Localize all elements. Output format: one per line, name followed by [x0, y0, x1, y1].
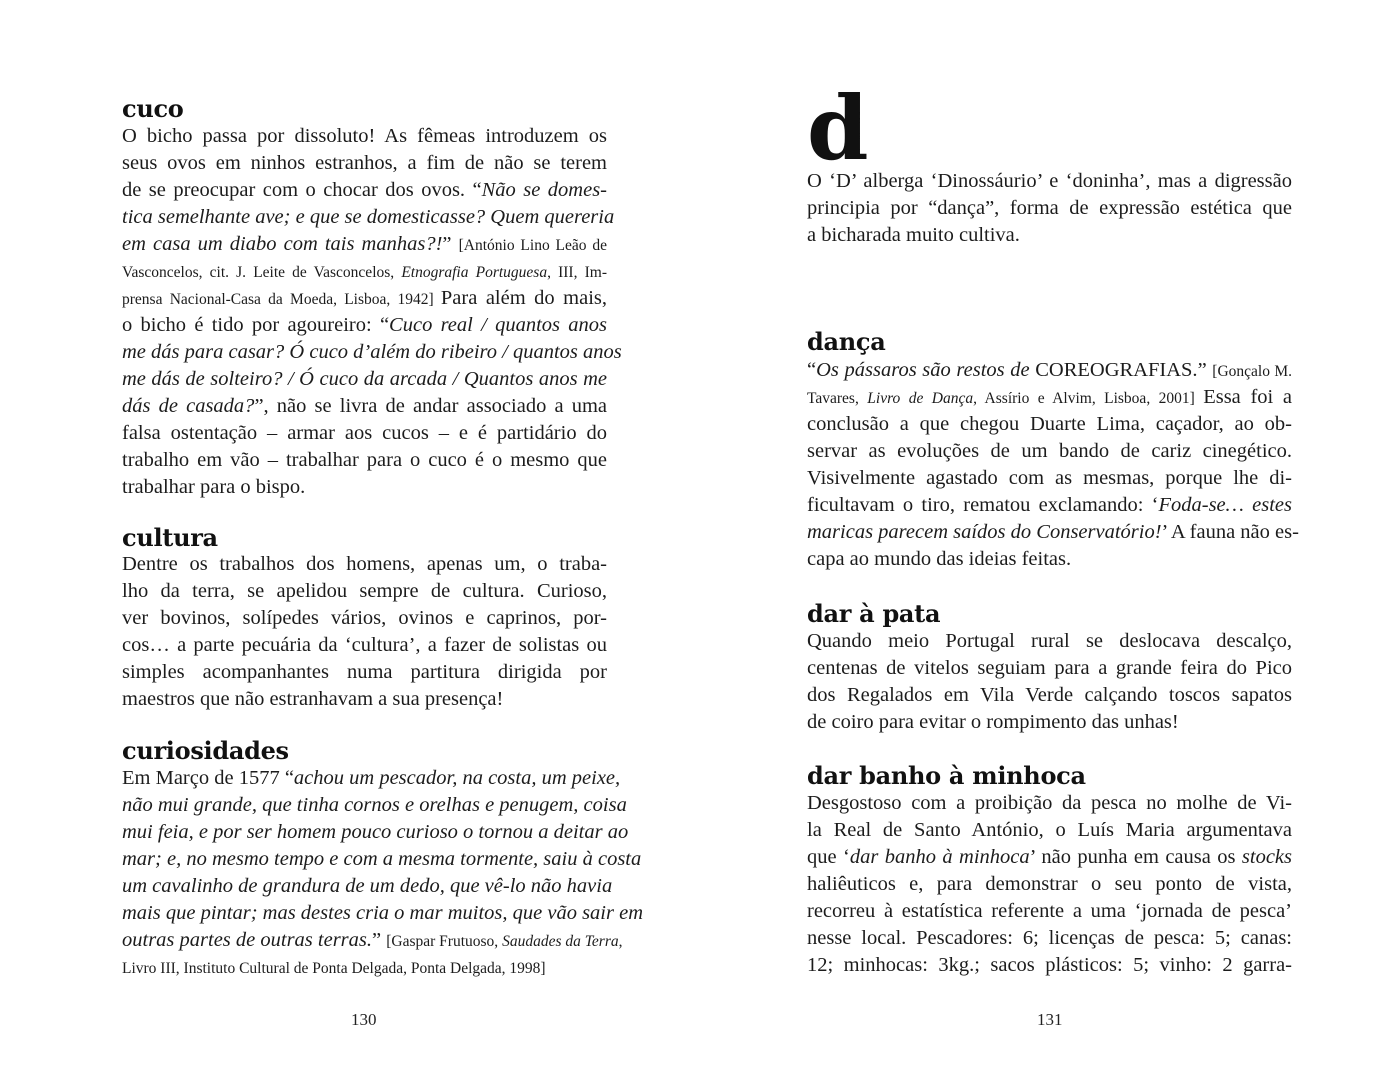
text-run: capa ao mundo das ideias feitas. [807, 548, 1072, 570]
text-line [122, 632, 607, 659]
text-run: principia por “dança”, forma de expressão estética que [807, 197, 1292, 219]
text-run: ” [442, 233, 459, 255]
text-run: [Gonçalo M. [1212, 363, 1293, 380]
text-line [807, 384, 1292, 411]
text-run: prensa Nacional-Casa da Moeda, Lisboa, 1942] [122, 291, 441, 308]
text-line [122, 819, 629, 846]
text-run: nesse local. Pescadores: 6; licenças de pesca: 5; canas: [807, 927, 1292, 949]
text-line [122, 551, 607, 578]
text-line [807, 709, 1292, 736]
text-run: mar; e, no mesmo tempo e com a mesma tormente, saiu à costa [122, 848, 642, 870]
headword-danca: dança [807, 327, 886, 356]
text-run: a bicharada muito cultiva. [807, 224, 1020, 246]
text-run: , [618, 933, 623, 950]
text-run: me dás para casar? Ó cuco d’além do ribeiro / quantos anos [122, 341, 622, 363]
text-line [122, 474, 607, 501]
text-line [122, 447, 607, 474]
text-run: Saudades da Terra [502, 933, 619, 950]
text-line [122, 393, 607, 420]
text-line [807, 628, 1292, 655]
text-line [807, 411, 1292, 438]
text-run: mui feia, e por ser homem pouco curioso o tornou a deitar ao [122, 821, 629, 843]
text-run: maricas parecem saídos do Conservatório! [807, 521, 1162, 543]
text-line [807, 438, 1292, 465]
text-run: falsa ostentação – armar aos cucos – e é partidário do [122, 422, 607, 444]
text-run: ’ A fauna não es- [1161, 521, 1299, 543]
section-letter: d [807, 76, 869, 180]
text-line [122, 258, 607, 285]
text-run: Não se domes- [481, 179, 607, 201]
text-line [807, 519, 1299, 546]
text-run: cos… a parte pecuária da ‘cultura’, a fazer de solistas ou [122, 634, 607, 656]
text-run: ” [1197, 359, 1213, 381]
text-line [122, 792, 627, 819]
text-line [122, 686, 607, 713]
text-run: Essa foi a [1203, 386, 1293, 408]
text-run: Vasconcelos, cit. J. Leite de Vasconcelos, [122, 264, 402, 281]
page-number-right: 131 [1037, 1010, 1063, 1029]
text-run: , III, Im- [547, 264, 607, 281]
text-line [807, 952, 1292, 979]
text-run: dos Regalados em Vila Verde calçando toscos sapatos [807, 684, 1292, 706]
text-run: trabalhar para o bispo. [122, 476, 306, 498]
text-run: Tavares, [807, 390, 868, 407]
text-run: lho da terra, se apelidou sempre de cultura. Curioso, [122, 580, 607, 602]
text-line [122, 578, 607, 605]
text-run: “ [807, 359, 817, 381]
text-line [122, 312, 607, 339]
text-run: outras partes de outras terras. [122, 929, 373, 951]
text-line [807, 168, 1292, 195]
text-line [807, 655, 1292, 682]
text-run: achou um pescador, na costa, um peixe, [293, 767, 621, 789]
text-run: dar banho à minhoca [849, 846, 1030, 868]
text-line [122, 846, 642, 873]
text-run: ”, não se livra de andar associado a uma [254, 395, 607, 417]
text-run: tica semelhante ave; e que se domesticasse? Quem quereria [122, 206, 615, 228]
text-line [122, 339, 622, 366]
text-line [807, 492, 1292, 519]
text-run: haliêuticos e, para demonstrar o seu ponto de vista, [807, 873, 1292, 895]
text-run: de coiro para evitar o rompimento das unhas! [807, 711, 1179, 733]
text-line [122, 285, 607, 312]
text-run: trabalho em vão – trabalhar para o cuco é o mesmo que [122, 449, 607, 471]
text-run: conclusão a que chegou Duarte Lima, caçador, ao ob- [807, 413, 1292, 435]
text-run: Livro de Dança [867, 390, 974, 407]
text-line [807, 844, 1292, 871]
text-line [122, 420, 607, 447]
text-line [807, 817, 1292, 844]
text-line [807, 682, 1292, 709]
text-run: recorreu à estatística referente a uma ‘jornada de pesca’ [807, 900, 1292, 922]
text-line [122, 177, 607, 204]
text-run: não mui grande, que tinha cornos e orelhas e penugem, coisa [122, 794, 627, 816]
text-line [122, 123, 607, 150]
text-line [807, 222, 1292, 249]
text-run: centenas de vitelos seguiam para a grande feira do Pico [807, 657, 1292, 679]
text-run: Visivelmente agastado com as mesmas, porque lhe di- [807, 467, 1292, 489]
text-run: la Real de Santo António, o Luís Maria argumentava [807, 819, 1292, 841]
text-run: ficultavam o tiro, rematou exclamando: ‘ [807, 494, 1159, 516]
text-line [122, 231, 607, 258]
text-run: que ‘ [807, 846, 850, 868]
headword-curiosidades: curiosidades [122, 736, 289, 765]
text-line [122, 366, 607, 393]
text-run: simples acompanhantes numa partitura dirigida por [122, 661, 607, 683]
text-line [122, 605, 607, 632]
text-run: 12; minhocas: 3kg.; sacos plásticos: 5; vinho: 2 garra- [807, 954, 1292, 976]
text-run: Dentre os trabalhos dos homens, apenas um, o traba- [122, 553, 607, 575]
text-run: [Gaspar Frutuoso, [386, 933, 503, 950]
text-run: Cuco real / quantos anos [389, 314, 607, 336]
text-run: O ‘D’ alberga ‘Dinossáurio’ e ‘doninha’, mas a digressão [807, 170, 1292, 192]
text-line [122, 954, 607, 981]
headword-dar-a-pata: dar à pata [807, 599, 941, 628]
text-run: seus ovos em ninhos estranhos, a fim de não se terem [122, 152, 607, 174]
text-line [807, 465, 1292, 492]
text-run: COREOGRAFIAS. [1035, 359, 1198, 381]
text-run: maestros que não estranhavam a sua presença! [122, 688, 504, 710]
text-run: Para além do mais, [440, 287, 607, 309]
text-line [122, 150, 607, 177]
text-run: dás de casada? [122, 395, 255, 417]
text-run: mais que pintar; mas destes cria o mar muitos, que vão sair em [122, 902, 644, 924]
text-run: Em Março de 1577 “ [122, 767, 294, 789]
text-line [122, 659, 607, 686]
text-run: Foda-se… estes [1158, 494, 1292, 516]
text-line [807, 925, 1292, 952]
text-run: ” [372, 929, 387, 951]
text-run: Os pássaros são restos de [816, 359, 1036, 381]
text-run: me dás de solteiro? / Ó cuco da arcada / Quantos anos me [122, 368, 607, 390]
text-run: , Assírio e Alvim, Lisboa, 2001] [973, 390, 1204, 407]
text-run: stocks [1241, 846, 1292, 868]
text-line [122, 873, 613, 900]
text-run: Desgostoso com a proibição da pesca no molhe de Vi- [807, 792, 1292, 814]
text-line [122, 927, 623, 954]
text-run: Livro III, Instituto Cultural de Ponta Delgada, Ponta Delgada, 1998] [122, 960, 546, 977]
text-run: ’ não punha em causa os [1029, 846, 1242, 868]
text-line [122, 900, 644, 927]
text-run: O bicho passa por dissoluto! As fêmeas introduzem os [122, 125, 607, 147]
text-line [807, 871, 1292, 898]
headword-dar-banho-a-minhoca: dar banho à minhoca [807, 761, 1086, 790]
headword-cultura: cultura [122, 523, 218, 552]
text-line [807, 195, 1292, 222]
text-line [807, 898, 1292, 925]
text-run: ver bovinos, solípedes vários, ovinos e caprinos, por- [122, 607, 607, 629]
text-line [807, 790, 1292, 817]
page-number-left: 130 [351, 1010, 377, 1029]
text-run: um cavalinho de grandura de um dedo, que vê-lo não havia [122, 875, 613, 897]
text-run: em casa um diabo com tais manhas?! [122, 233, 443, 255]
text-run: o bicho é tido por agoureiro: “ [122, 314, 390, 336]
text-line [807, 546, 1292, 573]
text-run: servar as evoluções de um bando de cariz cinegético. [807, 440, 1292, 462]
headword-cuco: cuco [122, 94, 184, 123]
text-line [122, 204, 615, 231]
text-line [807, 357, 1292, 384]
text-run: Quando meio Portugal rural se deslocava descalço, [807, 630, 1292, 652]
text-run: de se preocupar com o chocar dos ovos. “ [122, 179, 482, 201]
text-run: [António Lino Leão de [458, 237, 607, 254]
text-line [122, 765, 621, 792]
right-page [700, 0, 1399, 1080]
text-run: Etnografia Portuguesa [401, 264, 548, 281]
